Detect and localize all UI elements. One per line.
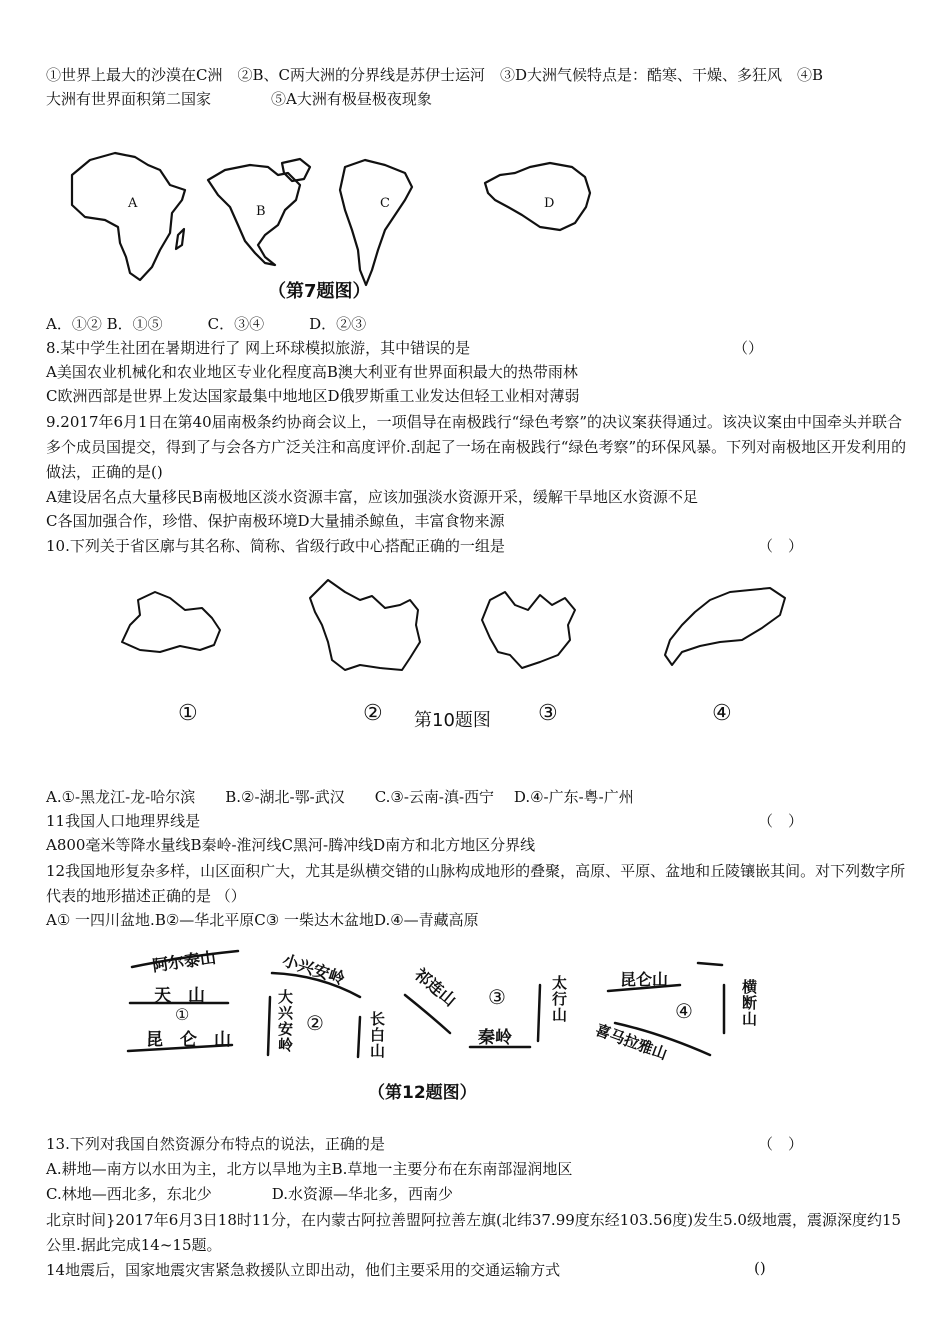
q8-options-line1: A美国农业机械化和农业地区专业化程度高B澳大利亚有世界面积最大的热带雨林 xyxy=(46,363,578,381)
q10-stem: 10.下列关于省区廓与其名称、简称、省级行政中心搭配正确的一组是 xyxy=(46,537,505,555)
changbaishan-line xyxy=(358,1017,360,1057)
q7-statement-line2: 大洲有世界面积第二国家 ⑤A大洲有极昼极夜现象 xyxy=(46,90,432,108)
q13-options-line1: A.耕地—南方以水田为主，北方以旱地为主B.草地一主要分布在东南部湿润地区 xyxy=(46,1160,573,1178)
greenland-outline xyxy=(282,159,310,181)
q7-options: A．①② B．①⑤ C．③④ D．②③ xyxy=(46,315,367,333)
south-america-outline xyxy=(340,160,412,285)
north-america-outline xyxy=(208,165,300,265)
figure-10-label-2: ② xyxy=(363,701,383,726)
q11-answer-paren: （ ） xyxy=(758,812,804,830)
q8-stem: 8.某中学生社团在暑期进行了 网上环球模拟旅游，其中错误的是 xyxy=(46,339,471,357)
figure-10-label-4: ④ xyxy=(712,701,732,726)
q9-stem: 9.2017年6月1日在第40届南极条约协商会议上，一项倡导在南极践行“绿色考察”的决议案获得通过。该决议案由中国牵头并联合多个成员国提交，得到了与会各方广泛关注和高度评价.刮起了一场在南极践行“绿色考察”的环保风暴。下列对南极地区开发利用的做法，正确的是() xyxy=(46,413,907,481)
province-outline-4 xyxy=(665,588,785,665)
map-label-b: B xyxy=(256,204,266,219)
map-label-d: D xyxy=(544,196,555,211)
figure-12-caption: （第12题图） xyxy=(368,1083,477,1103)
q13-options-line2: C.林地—西北多，东北少 D.水资源—华北多，西南少 xyxy=(46,1185,453,1203)
label-qinling: 秦岭 xyxy=(478,1028,512,1048)
taihangshan-line xyxy=(538,985,540,1041)
q13-answer-paren: （ ） xyxy=(758,1135,804,1153)
label-hengduanshan: 横断山 xyxy=(742,978,758,1028)
q12-options: A① 一四川盆地.B②—华北平原C③ 一柴达木盆地D.④—青藏高原 xyxy=(46,911,479,929)
province-outline-1 xyxy=(122,592,220,652)
region-label-2: ② xyxy=(306,1011,324,1035)
antarctica-outline xyxy=(485,163,590,230)
figure-10-label-1: ① xyxy=(178,701,198,726)
earthquake-intro: 北京时间}2017年6月3日18时11分，在内蒙古阿拉善盟阿拉善左旗(北纬37.99度东经103.56度)发生5.0级地震，震源深度约15公里.据此完成14~15题。 xyxy=(46,1211,902,1254)
map-label-a: A xyxy=(128,196,138,211)
label-altai-mountains: 阿尔泰山 xyxy=(151,947,218,976)
top-right-line xyxy=(698,963,722,965)
region-label-1: ① xyxy=(175,1005,190,1024)
label-qilianshan: 祁连山 xyxy=(410,964,460,1010)
q7-statement-line1: ①世界上最大的沙漠在C洲 ②B、C两大洲的分界线是苏伊士运河 ③D大洲气候特点是：酷寒、干燥、多狂风 ④B xyxy=(46,66,824,84)
q8-options-line2: C欧洲西部是世界上发达国家最集中地地区D俄罗斯重工业发达但轻工业相对薄弱 xyxy=(46,387,580,405)
q13-stem: 13.下列对我国自然资源分布特点的说法，正确的是 xyxy=(46,1135,385,1153)
label-daxinganling: 大兴安岭 xyxy=(278,988,294,1054)
q14-answer-paren: () xyxy=(754,1259,766,1277)
q11-options: A800毫米等降水量线B秦岭-淮河线C黑河-腾冲线D南方和北方地区分界线 xyxy=(46,836,536,854)
africa-outline xyxy=(72,153,185,280)
madagascar-outline xyxy=(176,229,184,249)
label-xiaoxinganling: 小兴安岭 xyxy=(280,950,348,989)
region-label-4: ④ xyxy=(675,999,693,1023)
q9-options-line1: A建设居名点大量移民B南极地区淡水资源丰富，应该加强淡水资源开采，缓解干旱地区水资源不足 xyxy=(46,488,698,506)
figure-10-caption: 第10题图 xyxy=(414,710,491,731)
label-himalaya: 喜马拉雅山 xyxy=(593,1020,670,1064)
q11-stem: 11我国人口地理界线是 xyxy=(46,812,201,830)
q8-answer-paren: （） xyxy=(733,339,764,357)
q9-options-line2: C各国加强合作，珍惜、保护南极环境D大量捕杀鲸鱼，丰富食物来源 xyxy=(46,512,505,530)
map-label-c: C xyxy=(380,196,390,211)
label-tianshan: 天 山 xyxy=(154,986,205,1006)
q14-stem: 14地震后，国家地震灾害紧急救援队立即出动，他们主要采用的交通运输方式 xyxy=(46,1261,561,1279)
figure-12-mountains xyxy=(120,945,780,1065)
figure-10-provinces xyxy=(110,570,810,685)
figure-10-label-3: ③ xyxy=(538,701,558,726)
q10-options: A.①-黑龙江-龙-哈尔滨 B.②-湖北-鄂-武汉 C.③-云南-滇-西宁 D.④-广东-粤-广州 xyxy=(46,788,634,806)
province-outline-2 xyxy=(310,580,420,670)
province-outline-3 xyxy=(482,592,575,668)
daxinganling-line xyxy=(268,997,270,1055)
label-taihangshan: 太行山 xyxy=(552,974,568,1024)
q10-answer-paren: （ ） xyxy=(758,537,804,555)
label-kunlun-2: 昆仑山 xyxy=(620,970,669,989)
label-kunlun-mountains: 昆 仑 山 xyxy=(146,1030,231,1050)
label-changbaishan: 长白山 xyxy=(370,1010,386,1060)
province-outlines xyxy=(110,570,810,685)
region-label-3: ③ xyxy=(488,985,506,1009)
q12-stem: 12我国地形复杂多样，山区面积广大，尤其是纵横交错的山脉构成地形的叠聚，高原、平原、盆地和丘陵镶嵌其间。对下列数字所代表的地形描述正确的是 （） xyxy=(46,862,906,905)
figure-7-caption: （第7题图） xyxy=(268,281,371,302)
